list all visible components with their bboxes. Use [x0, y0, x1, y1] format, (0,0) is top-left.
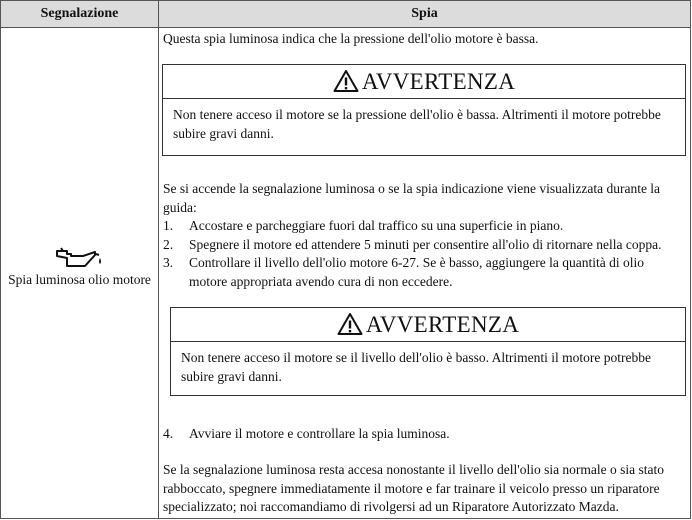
- list-item-number: 4.: [163, 426, 174, 441]
- list-item-text: Controllare il livello dell'olio motore 6-27. Se è basso, aggiungere la quantità di olio motore appropriata avendo cura di non eccedere.: [189, 255, 644, 289]
- warning-triangle-icon: [333, 69, 359, 93]
- warning-triangle-icon: [337, 312, 363, 336]
- list-item-number: 2.: [163, 236, 174, 252]
- warning-title-text-2: AVVERTENZA: [365, 312, 520, 337]
- description-cell: [159, 27, 690, 518]
- list-item-text: Accostare e parcheggiare fuori dal traffico su una superficie in piano.: [189, 218, 564, 233]
- intro-text: Questa spia luminosa indica che la pressione dell'olio motore è bassa.: [163, 31, 539, 46]
- header-spia: Spia: [411, 6, 438, 21]
- table-header: [1, 1, 690, 28]
- closing-text: Se la segnalazione luminosa resta accesa nonostante il livello dell'olio sia normale o sia stato rabboccato, spegnere immediatamente il motore e far trainare il veicolo presso un riparatore specializzato; noi raccomandiamo di rivolgersi ad un Riparatore Autorizzato Mazda.: [163, 462, 665, 514]
- warning-title-text-1: AVVERTENZA: [361, 69, 516, 94]
- guidance-text: Se si accende la segnalazione luminosa o se la spia indicazione viene visualizzata durante la guida:: [163, 181, 661, 215]
- list-item-text: Avviare il motore e controllare la spia luminosa.: [189, 426, 450, 441]
- list-item-text: Spegnere il motore ed attendere 5 minuti per consentire all'olio di ritornare nella coppa.: [189, 236, 662, 252]
- warning-title-1: [163, 65, 685, 99]
- warning-text-1: Non tenere acceso il motore se la pressione dell'olio è bassa. Altrimenti il motore potrebbe subire gravi danni.: [173, 107, 661, 141]
- oil-can-icon: [54, 246, 106, 270]
- warning-box-1: [162, 64, 686, 156]
- header-segnalazione: Segnalazione: [1, 1, 159, 27]
- list-item-number: 3.: [163, 255, 174, 270]
- signal-label: Spia luminosa olio motore: [8, 272, 151, 287]
- warning-text-2: Non tenere acceso il motore se il livello dell'olio è basso. Altrimenti il motore potrebbe subire gravi danni.: [181, 350, 651, 384]
- warning-box-2: [170, 307, 686, 396]
- signal-cell: [1, 246, 158, 288]
- warning-title-2: [171, 308, 685, 342]
- list-item-number: 1.: [163, 218, 174, 233]
